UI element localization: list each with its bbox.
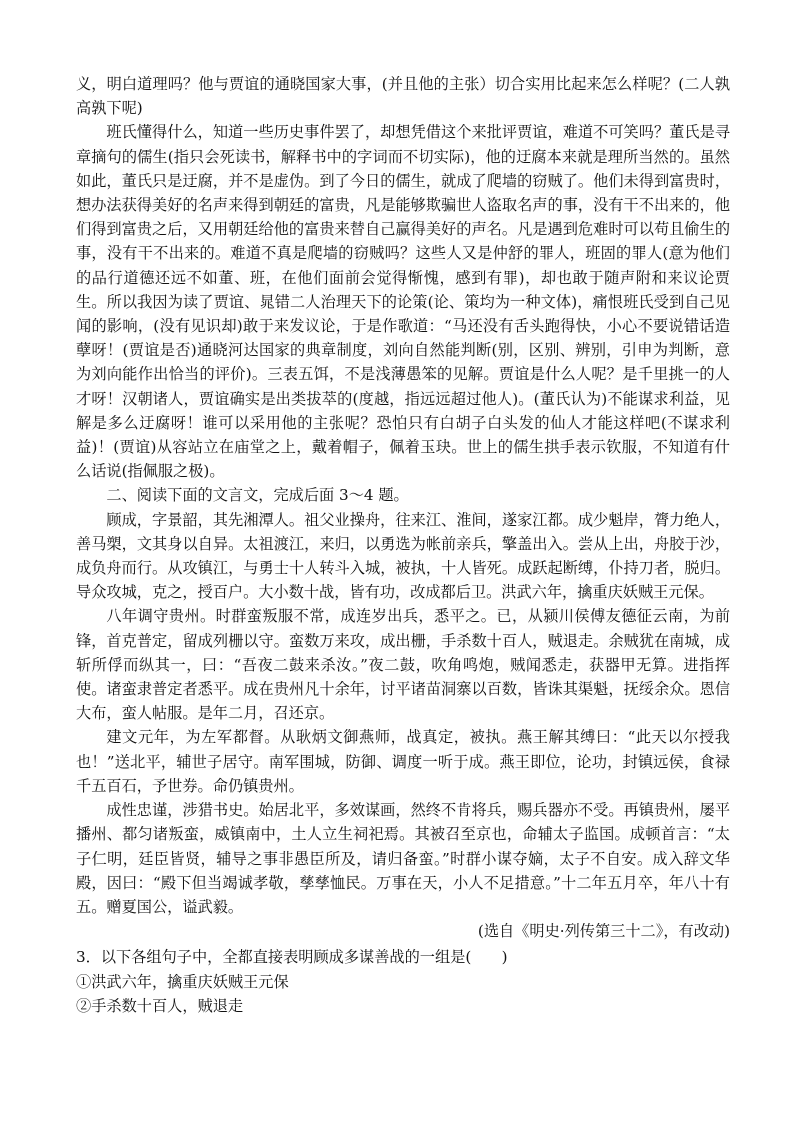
option-1: ①洪武六年，擒重庆妖贼王元保 bbox=[76, 972, 289, 991]
paragraph-classical-2: 八年调守贵州。时群蛮叛服不常，成连岁出兵，悉平之。已，从颍川侯傅友德征云南，为前锋，首克普定，留成列栅以守。蛮数万来攻，成出栅，手杀数十百人，贼退走。余贼犹在南城，成斩所俘而纵其一，曰：“吾夜二鼓来杀汝。”夜二鼓，吹角鸣炮，贼闻悉走，获器甲无算。进指挥使。诸蛮隶普定者悉平。成在贵州凡十余年，讨平诸苗洞寨以百数，皆诛其渠魁，抚绥余众。恩信大布，蛮人帖服。是年二月，召还京。 bbox=[76, 607, 730, 723]
paragraph-classical-1: 顾成，字景韶，其先湘潭人。祖父业操舟，往来江、淮间，遂家江都。成少魁岸，膂力绝人，善马槊，文其身以自异。太祖渡江，来归，以勇选为帐前亲兵，擎盖出入。尝从上出，舟胶于沙，成负舟而行。从攻镇江，与勇士十人转斗入城，被执，十人皆死。成跃起断缚，仆持刀者，脱归。导众攻城，克之，授百户。大小数十战，皆有功，改成都后卫。洪武六年，擒重庆妖贼王元保。 bbox=[76, 510, 730, 602]
paragraph-translation: 班氏懂得什么，知道一些历史事件罢了，却想凭借这个来批评贾谊，难道不可笑吗？董氏是寻章摘句的儒生(指只会死读书，解释书中的字词而不切实际)，他的迂腐本来就是理所当然的。虽然如此，董氏只是迂腐，并不是虚伪。到了今日的儒生，就成了爬墙的窃贼了。他们未得到富贵时，想办法获得美好的名声来得到朝廷的富贵，凡是能够欺骗世人盗取名声的事，没有干不出来的，他们得到富贵之后，又用朝廷给他的富贵来替自己赢得美好的声名。凡是遇到危难时可以苟且偷生的事，没有干不出来的。难道不真是爬墙的窃贼吗？这些人又是仲舒的罪人，班固的罪人(意为他们的品行道德还远不如董、班，在他们面前会觉得惭愧，感到有罪)，却也敢于随声附和来议论贾生。所以我因为读了贾谊、晁错二人治理天下的论策(论、策均为一种文体)，痛恨班氏受到自己见闻的影响，(没有见识却)敢于来发议论，于是作歌道：“马还没有舌头跑得快，小心不要说错话造孽呀！(贾谊是否)通晓河达国家的典章制度，刘向自然能判断(别，区别、辨别，引申为判断，意为刘向能作出恰当的评价)。三表五饵，不是浅薄愚笨的见解。贾谊是什么人呢？是千里挑一的人才呀！汉朝诸人，贾谊确实是出类拔萃的(度越，指远远超过他人)。(董氏认为)不能谋求利益，见解是多么迂腐呀！谁可以采用他的主张呢？恐怕只有白胡子白头发的仙人才能这样吧(不谋求利益)！(贾谊)从容站立在庙堂之上，戴着帽子，佩着玉玦。世上的儒生拱手表示钦服，不知道有什么话说(指佩服之极)。 bbox=[76, 123, 730, 481]
question-3: 3．以下各组句子中，全都直接表明顾成多谋善战的一组是( ) bbox=[76, 948, 508, 967]
source-citation: (选自《明史·列传第三十二》，有改动) bbox=[477, 922, 730, 941]
document-content bbox=[76, 72, 730, 1018]
paragraph-classical-4: 成性忠谨，涉猎书史。始居北平，多效谋画，然终不肯将兵，赐兵器亦不受。再镇贵州，屡平播州、都匀诸叛蛮，威镇南中，土人立生祠祀焉。其被召至京也，命辅太子监国。成顿首言：“太子仁明，廷臣皆贤，辅导之事非愚臣所及，请归备蛮。”时群小谋夺嫡，太子不自安。成入辞文华殿，因曰：“殿下但当竭诚孝敬，孳孳恤民。万事在天，小人不足措意。”十二年五月卒，年八十有五。赠夏国公，谥武毅。 bbox=[76, 801, 730, 916]
option-2: ②手杀数十百人，贼退走 bbox=[76, 996, 244, 1015]
paragraph-continuation: 义，明白道理吗？他与贾谊的通晓国家大事，(并且他的主张）切合实用比起来怎么样呢？(二人孰高孰下呢) bbox=[76, 75, 730, 118]
paragraph-classical-3: 建文元年，为左军都督。从耿炳文御燕师，战真定，被执。燕王解其缚曰：“此天以尔授我也！”送北平，辅世子居守。南军围城，防御、调度一听于成。燕王即位，论功，封镇远侯，食禄千五百石，予世券。命仍镇贵州。 bbox=[76, 728, 730, 795]
section-heading: 二、阅读下面的文言文，完成后面 3～4 题。 bbox=[106, 486, 409, 505]
